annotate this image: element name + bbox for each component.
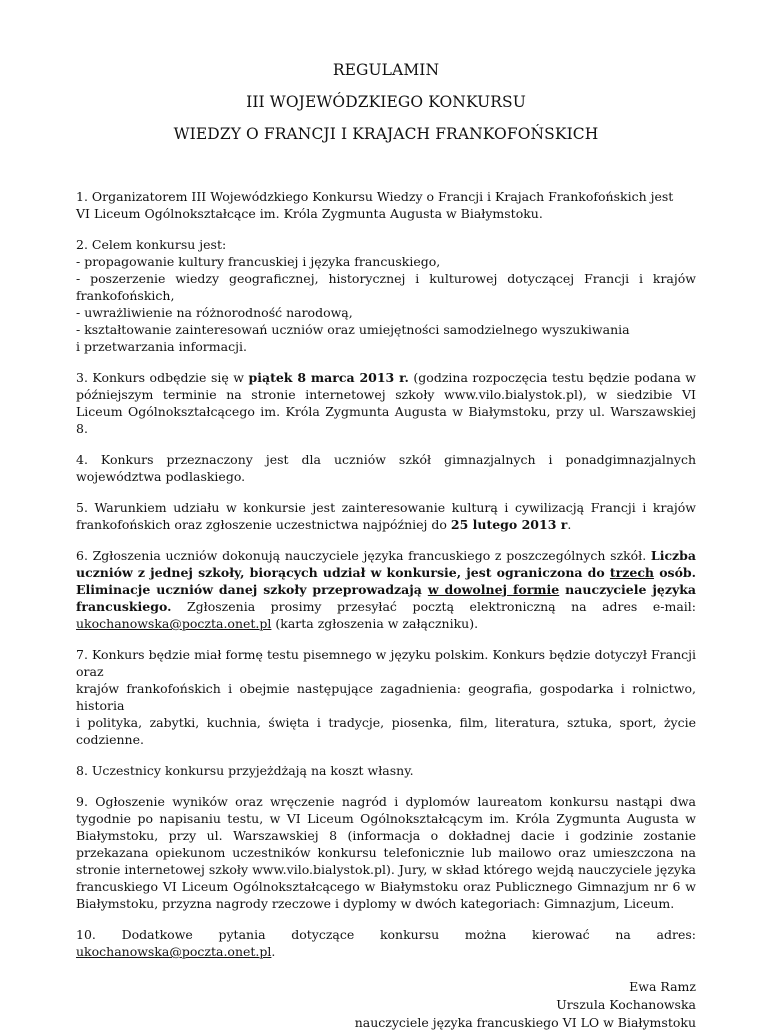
- paragraph-2-line-2: - propagowanie kultury francuskiej i języka francuskiego,: [76, 254, 441, 269]
- paragraph-6-text-d: (karta zgłoszenia w załączniku).: [271, 616, 479, 631]
- paragraph-7-line-2: krajów frankofońskich i obejmie następujące zagadnienia: geografia, gospodarka i rolnictwo, historia: [76, 681, 696, 713]
- paragraph-2-line-4: frankofońskich,: [76, 288, 175, 303]
- paragraph-4: 4. Konkurs przeznaczony jest dla uczniów szkół gimnazjalnych i ponadgimnazjalnych województwa podlaskiego.: [76, 452, 696, 484]
- paragraph-7-line-3: i polityka, zabytki, kuchnia, święta i tradycje, piosenka, film, literatura, sztuka, sport, życie codzienne.: [76, 715, 696, 747]
- paragraph-6-text-a: 6. Zgłoszenia uczniów dokonują nauczyciele języka francuskiego z poszczególnych szkół.: [76, 548, 651, 563]
- paragraph-1-line-2: VI Liceum Ogólnokształcące im. Króla Zygmunta Augusta w Białymstoku.: [76, 206, 543, 221]
- paragraph-10-email-link[interactable]: ukochanowska@poczta.onet.pl: [76, 944, 272, 959]
- paragraph-9: 9. Ogłoszenie wyników oraz wręczenie nagród i dyplomów laureatom konkursu nastąpi dwa tygodnie po napisaniu testu, w VI Liceum Ogólnokształcącym im. Króla Zygmunta Augusta w Białymstoku, przy ul. Warszawskiej 8 (informacja o dokładnej dacie i godzinie zostanie przekazana opiekunom uczestników konkursu telefonicznie lub mailowo oraz umieszczona na stronie internetowej szkoły www.vilo.bialystok.pl). Jury, w skład którego wejdą nauczyciele języka francuskiego VI Liceum Ogólnokształcącego w Białymstoku oraz Publicznego Gimnazjum nr 6 w Białymstoku, przyzna nagrody rzeczowe i dyplomy w dwóch kategoriach: Gimnazjum, Liceum.: [76, 794, 696, 911]
- paragraph-2-line-6: - kształtowanie zainteresowań uczniów oraz umiejętności samodzielnego wyszukiwania: [76, 322, 630, 337]
- paragraph-3-text-a: 3. Konkurs odbędzie się w: [76, 370, 249, 385]
- signature-name-2: Urszula Kochanowska: [556, 997, 696, 1012]
- paragraph-6-bold-3: osób. Eliminacje uczniów danej szkoły przeprowadzają: [76, 565, 696, 597]
- paragraph-3-date: piątek 8 marca 2013 r.: [248, 370, 409, 385]
- paragraph-6-bold-1: Liczba uczniów z jednej szkoły, biorących udział w konkursie, jest ograniczona do: [76, 548, 696, 580]
- paragraph-6-bold-5: nauczyciele języka francuskiego.: [76, 582, 696, 614]
- signature-role: nauczyciele języka francuskiego VI LO w Białymstoku: [354, 1015, 696, 1030]
- title-line-3: WIEDZY O FRANCJI I KRAJACH FRANKOFOŃSKICH: [173, 125, 599, 143]
- paragraph-7-line-1: 7. Konkurs będzie miał formę testu pisemnego w języku polskim. Konkurs będzie dotyczył Francji oraz: [76, 647, 696, 679]
- paragraph-2-line-1: 2. Celem konkursu jest:: [76, 237, 227, 252]
- paragraph-5: [76, 499, 696, 533]
- title-line-2: III WOJEWÓDZKIEGO KONKURSU: [246, 93, 526, 111]
- paragraph-1-line-1: 1. Organizatorem III Wojewódzkiego Konkursu Wiedzy o Francji i Krajach Frankofońskich jest: [76, 189, 674, 204]
- paragraph-6: [76, 547, 696, 632]
- signature-name-1: Ewa Ramz: [629, 979, 696, 994]
- document-title: [76, 60, 696, 144]
- paragraph-10-text-a: 10. Dodatkowe pytania dotyczące konkursu można kierować na adres:: [76, 927, 696, 942]
- document-page: [76, 60, 696, 1032]
- paragraph-6-email-link[interactable]: ukochanowska@poczta.onet.pl: [76, 616, 272, 631]
- paragraph-7: [76, 646, 696, 748]
- paragraph-8: 8. Uczestnicy konkursu przyjeżdżają na koszt własny.: [76, 763, 414, 778]
- paragraph-3: [76, 369, 696, 437]
- paragraph-5-deadline: 25 lutego 2013 r: [450, 517, 568, 532]
- paragraph-6-bold-underlined-1: trzech: [609, 565, 655, 580]
- paragraph-1: [76, 188, 696, 222]
- paragraph-2-line-7: i przetwarzania informacji.: [76, 339, 247, 354]
- paragraph-6-text-c: Zgłoszenia prosimy przesyłać pocztą elektroniczną na adres e-mail:: [171, 599, 696, 614]
- signature-block: [76, 978, 696, 1032]
- paragraph-2-line-5: - uwrażliwienie na różnorodność narodową,: [76, 305, 353, 320]
- paragraph-5-text-c: .: [567, 517, 572, 532]
- paragraph-2-line-3: - poszerzenie wiedzy geograficznej, historycznej i kulturowej dotyczącej Francji i krajów: [76, 271, 696, 286]
- title-line-1: REGULAMIN: [332, 61, 440, 79]
- paragraph-6-bold-underlined-2: w dowolnej formie: [427, 582, 560, 597]
- paragraph-10: [76, 926, 696, 960]
- paragraph-3-text-c: (godzina rozpoczęcia testu będzie podana w późniejszym terminie na stronie internetowej szkoły www.vilo.bialystok.pl), w siedzibie VI Liceum Ogólnokształcącego im. Króla Zygmunta Augusta w Białymstoku, przy ul. Warszawskiej 8.: [76, 370, 696, 436]
- paragraph-10-text-b: .: [271, 944, 276, 959]
- paragraph-2: [76, 236, 696, 355]
- paragraph-5-text-a: 5. Warunkiem udziału w konkursie jest zainteresowanie kulturą i cywilizacją Francji i krajów frankofońskich oraz zgłoszenie uczestnictwa najpóźniej do: [76, 500, 696, 532]
